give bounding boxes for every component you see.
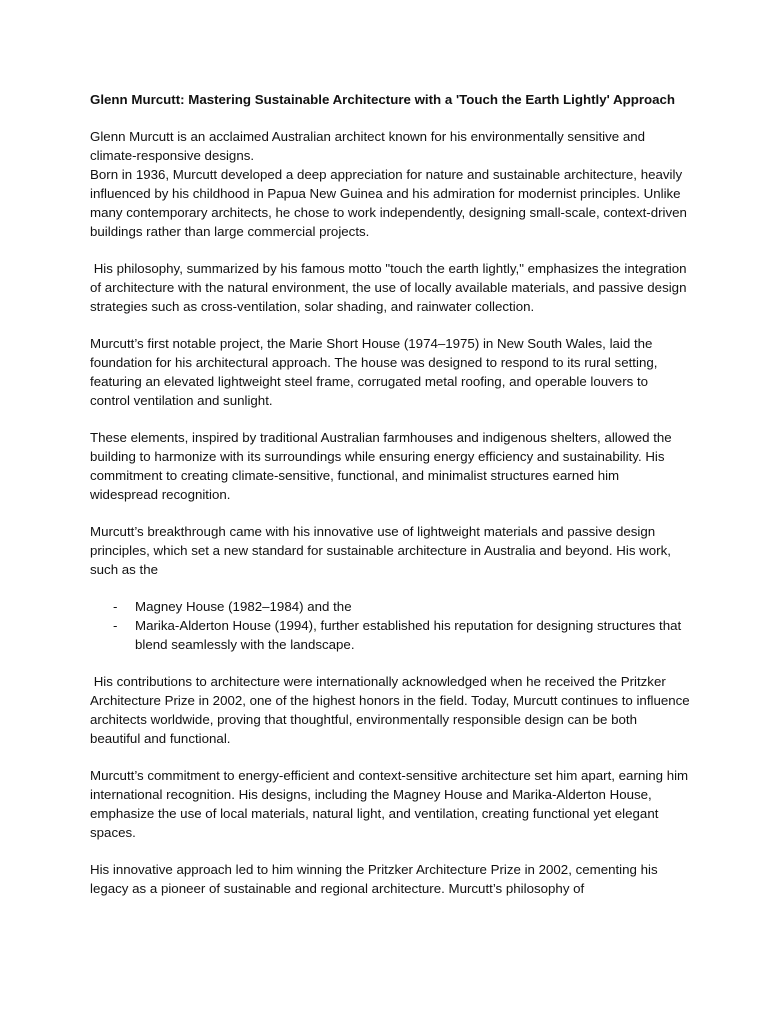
list-bullet: - [113,599,118,614]
document-title: Glenn Murcutt: Mastering Sustainable Architecture with a 'Touch the Earth Lightly' Approach [90,92,676,107]
elements-paragraph: These elements, inspired by traditional Australian farmhouses and indigenous shelters, allowed the building to harmonize with its surroundings while ensuring energy efficiency and sustainability. His commitment to creating climate-sensitive, functional, and minimalist structures earned him widespread recognition. [90,430,676,502]
list-item-text: Magney House (1982–1984) and the [135,599,352,614]
first-project-paragraph: Murcutt’s first notable project, the Marie Short House (1974–1975) in New South Wales, laid the foundation for his architectural approach. The house was designed to respond to its rural setting, featuring an elevated lightweight steel frame, corrugated metal roofing, and operable louvers to control ventilation and sunlight. [90,336,662,408]
breakthrough-paragraph: Murcutt’s breakthrough came with his innovative use of lightweight materials and passive design principles, which set a new standard for sustainable architecture in Australia and beyond. His work, such as the [90,524,675,577]
list-bullet: - [113,618,118,633]
list-item [90,616,690,654]
legacy-paragraph: His innovative approach led to him winning the Pritzker Architecture Prize in 2002, cementing his legacy as a pioneer of sustainable and regional architecture. Murcutt’s philosophy of [90,862,662,896]
list-item-text: Marika-Alderton House (1994), further established his reputation for designing structures that blend seamlessly with the landscape. [135,618,682,652]
projects-list [90,597,690,654]
philosophy-paragraph: His philosophy, summarized by his famous motto "touch the earth lightly," emphasizes the integration of architecture with the natural environment, the use of locally available materials, and passive design strategies such as cross-ventilation, solar shading, and rainwater collection. [90,261,691,314]
commitment-paragraph: Murcutt’s commitment to energy-efficient and context-sensitive architecture set him apart, earning him international recognition. His designs, including the Magney House and Marika-Alderton House, emphasize the use of local materials, natural light, and ventilation, creating functional yet elegant spaces. [90,768,692,840]
intro-paragraph-2: Born in 1936, Murcutt developed a deep appreciation for nature and sustainable architecture, heavily influenced by his childhood in Papua New Guinea and his admiration for modernist principles. Unlike many contemporary architects, he chose to work independently, designing small-scale, context-driven buildings rather than large commercial projects. [90,167,691,239]
contributions-paragraph: His contributions to architecture were internationally acknowledged when he received the Pritzker Architecture Prize in 2002, one of the highest honors in the field. Today, Murcutt continues to influence architects worldwide, proving that thoughtful, environmentally responsible design can be both beautiful and functional. [90,674,694,746]
intro-paragraph-1: Glenn Murcutt is an acclaimed Australian architect known for his environmentally sensitive and climate-responsive designs. [90,129,649,163]
document-page [90,90,694,916]
list-item [90,597,690,616]
